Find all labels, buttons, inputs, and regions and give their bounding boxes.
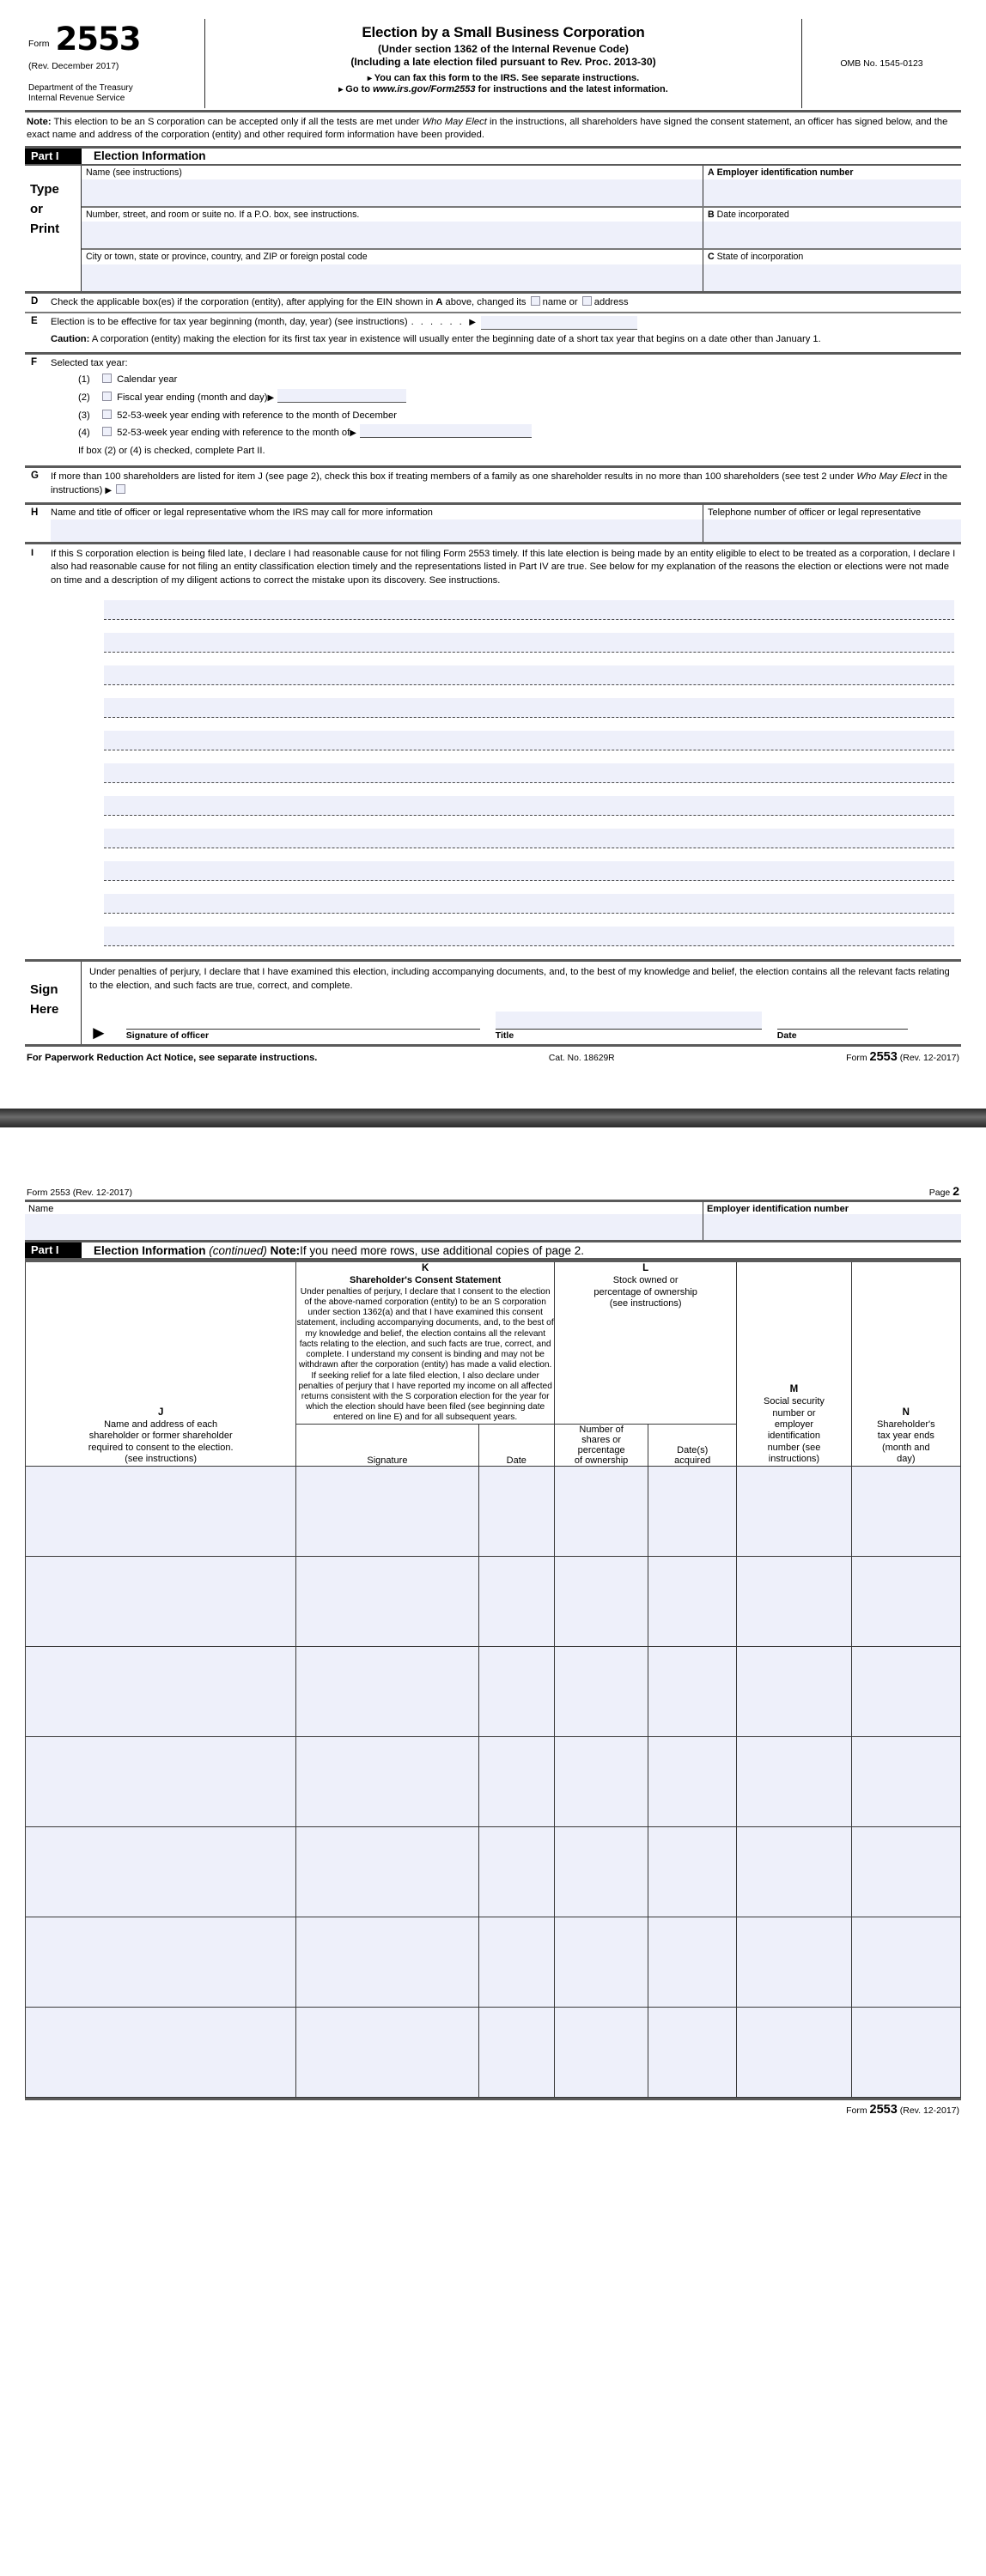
week-year-december-checkbox[interactable] (102, 410, 112, 419)
officer-phone-input[interactable] (703, 519, 961, 542)
column-l-dates-subheader (648, 1424, 737, 1466)
column-k-title: Shareholder's Consent Statement (350, 1275, 502, 1286)
table-row (26, 1917, 961, 2007)
page-2-part-title (82, 1242, 961, 1258)
shareholder-table-body (26, 1466, 961, 2097)
form-revision: (Rev. December 2017) (28, 60, 119, 71)
perjury-declaration: Under penalties of perjury, I declare that I have examined this election, including accompanying documents, and, to the best of my knowledge and belief, the election contains all the relevant facts relating to the election, and such facts are true, correct, and complete. (89, 967, 950, 991)
state-of-incorporation-input[interactable] (703, 264, 961, 291)
part-1-title: Election Information (94, 149, 206, 163)
week-year-other-checkbox[interactable] (102, 427, 112, 436)
agency-line-2: Internal Revenue Service (28, 94, 125, 104)
page-2-header (25, 1184, 961, 1200)
cell-m[interactable] (737, 2007, 851, 2097)
column-k-date-subheader: Date (478, 1424, 555, 1466)
address-row-city (82, 248, 961, 290)
item-d-letter: D (31, 295, 39, 307)
signature-field-group (126, 1012, 480, 1041)
signature-fields (89, 1012, 956, 1041)
page-number: 2 (953, 1184, 959, 1199)
cell-n[interactable] (851, 1556, 960, 1646)
page-2-part-note-text: If you need more rows, use additional copies of page 2. (300, 1243, 585, 1257)
item-e-body (51, 316, 961, 347)
cell-n[interactable] (851, 1466, 960, 1556)
cell-k-date[interactable] (478, 1556, 555, 1646)
part-1-header (25, 146, 961, 166)
ein-input[interactable] (703, 179, 961, 206)
state-of-incorporation-caption (703, 250, 961, 263)
cell-j[interactable] (26, 1736, 296, 1826)
street-caption: Number, street, and room or suite no. If a P.O. box, see instructions. (86, 210, 360, 221)
ein-label: Employer identification number (716, 167, 854, 178)
week-year-month-input[interactable] (360, 424, 532, 438)
address-row-street (82, 206, 961, 248)
state-label: State of incorporation (716, 252, 804, 263)
form-title: Election by a Small Business Corporation (362, 24, 645, 40)
item-e-text: Election is to be effective for tax year beginning (month, day, year) (see instructions) (51, 317, 408, 328)
officer-phone-caption: Telephone number of officer or legal representative (708, 507, 922, 518)
item-g-letter: G (31, 471, 39, 482)
option-3-number: (3) (78, 410, 90, 421)
right-triangle-icon: ▸ (367, 74, 372, 83)
cell-m[interactable] (737, 1736, 851, 1826)
right-triangle-icon: ▶ (105, 485, 113, 495)
page-2-name-caption: Name (28, 1204, 54, 1215)
cell-l-dates[interactable] (648, 1917, 737, 2007)
page-word: Page (928, 1188, 951, 1199)
agency-line-1: Department of the Treasury (28, 82, 133, 93)
column-j-line-3: required to consent to the election. (88, 1442, 234, 1453)
form-word-label: Form (28, 38, 50, 49)
right-triangle-icon: ▶ (469, 318, 476, 328)
city-cell (82, 250, 703, 290)
footer-form-number: 2553 (869, 1050, 898, 1065)
election-note (25, 112, 961, 146)
item-d-text-b: above, changed its (442, 296, 526, 307)
address-row-name (82, 166, 961, 206)
title-label: Title (495, 1030, 514, 1042)
cell-l-dates[interactable] (648, 1646, 737, 1736)
dates-line-2: acquired (674, 1455, 711, 1466)
signature-of-officer-label: Signature of officer (125, 1030, 210, 1042)
entity-address-block (25, 166, 961, 294)
column-n-line-2: tax year ends (877, 1431, 934, 1442)
name-input[interactable] (82, 179, 703, 206)
column-l-line-3: (see instructions) (609, 1298, 682, 1309)
explanation-line[interactable] (104, 796, 954, 816)
catalog-number: Cat. No. 18629R (548, 1054, 615, 1064)
date-incorporated-letter: B (708, 210, 715, 221)
column-j-line-2: shareholder or former shareholder (88, 1431, 233, 1442)
column-l-header (555, 1261, 737, 1424)
tax-year-option-4 (51, 424, 961, 442)
city-input[interactable] (82, 264, 703, 291)
type-or-print-line-1: Type (30, 181, 59, 197)
item-f-letter: F (31, 357, 38, 368)
item-f-heading: Selected tax year: (51, 358, 128, 369)
officer-phone-cell (703, 505, 961, 542)
page-2-footer-form-word: Form (846, 2105, 867, 2116)
masthead-left (25, 19, 205, 108)
cell-j[interactable] (26, 1556, 296, 1646)
shares-line-1: Number of (579, 1424, 624, 1435)
shareholder-consent-table (25, 1260, 961, 2097)
signature-date-label: Date (776, 1030, 797, 1042)
page-2-ein-cell (703, 1202, 961, 1240)
page-2-ein-caption: Employer identification number (707, 1204, 849, 1215)
item-f-footnote: If box (2) or (4) is checked, complete Part II. (78, 446, 265, 457)
fiscal-year-checkbox[interactable] (102, 392, 112, 401)
effective-date-input[interactable] (481, 316, 637, 330)
cell-k-signature[interactable] (296, 1826, 478, 1917)
cell-l-shares[interactable] (555, 1826, 648, 1917)
page-1 (25, 0, 961, 1064)
cell-l-shares[interactable] (555, 1736, 648, 1826)
cell-k-date[interactable] (478, 1646, 555, 1736)
cell-l-dates[interactable] (648, 1826, 737, 1917)
omb-number: OMB No. 1545-0123 (840, 58, 923, 69)
sign-here-line-1: Sign (30, 982, 58, 998)
cell-j[interactable] (26, 1917, 296, 2007)
item-g (25, 468, 961, 502)
masthead (25, 19, 961, 112)
title-input[interactable] (496, 1012, 762, 1030)
cell-j[interactable] (26, 1646, 296, 1736)
sign-here-line-2: Here (30, 1001, 59, 1017)
cell-k-signature[interactable] (296, 2007, 478, 2097)
city-caption: City or town, state or province, country, and ZIP or foreign postal code (86, 252, 368, 263)
page-1-footer (25, 1047, 961, 1064)
cell-m[interactable] (737, 1646, 851, 1736)
part-1-tag: Part I (25, 149, 82, 164)
state-letter: C (708, 252, 715, 263)
cell-n[interactable] (851, 1736, 960, 1826)
cell-k-date[interactable] (478, 2007, 555, 2097)
cell-l-shares[interactable] (555, 2007, 648, 2097)
name-changed-checkbox[interactable] (531, 296, 540, 306)
option-4-number: (4) (78, 428, 90, 439)
option-2-label: Fiscal year ending (month and day) (117, 392, 268, 403)
column-n-line-1: Shareholder's (877, 1419, 935, 1431)
explanation-line[interactable] (104, 633, 954, 653)
column-j-line-4: (see instructions) (125, 1454, 198, 1465)
cell-l-dates[interactable] (648, 1556, 737, 1646)
state-of-incorporation-cell (703, 250, 961, 290)
cell-j[interactable] (26, 1826, 296, 1917)
cell-n[interactable] (851, 1646, 960, 1736)
cell-k-signature[interactable] (296, 1466, 478, 1556)
shares-line-4: of ownership (574, 1455, 629, 1466)
cell-m[interactable] (737, 1466, 851, 1556)
column-l-shares-subheader (555, 1424, 648, 1466)
note-italic-phrase: Who May Elect (422, 116, 487, 127)
item-h (25, 502, 961, 544)
date-field-group (777, 1012, 908, 1041)
caution-label: Caution: (51, 334, 90, 345)
cell-j[interactable] (26, 1466, 296, 1556)
item-g-body (51, 471, 961, 498)
page-2-footer-revision: (Rev. 12-2017) (899, 2105, 959, 2116)
type-or-print-line-3: Print (30, 222, 60, 237)
column-k-header (296, 1261, 555, 1424)
cell-m[interactable] (737, 1826, 851, 1917)
column-m-line-4: identification (767, 1431, 821, 1442)
cell-l-dates[interactable] (648, 1736, 737, 1826)
table-row (26, 1826, 961, 1917)
explanation-line[interactable] (104, 763, 954, 783)
page-2-part-note-label: Note: (270, 1243, 301, 1257)
explanation-line[interactable] (104, 927, 954, 946)
column-k-signature-subheader: Signature (296, 1424, 478, 1466)
item-d-check-2-label: address (593, 296, 629, 307)
column-m-line-3: employer (774, 1419, 814, 1431)
cell-j[interactable] (26, 2007, 296, 2097)
type-or-print-label (25, 166, 82, 291)
column-k-letter: K (422, 1263, 429, 1274)
family-shareholder-checkbox[interactable] (116, 484, 125, 494)
shares-line-2: shares or (581, 1434, 622, 1445)
item-g-italic-phrase: Who May Elect (856, 471, 922, 483)
cell-k-date[interactable] (478, 1466, 555, 1556)
column-m-line-1: Social security (763, 1396, 825, 1407)
column-m-line-5: number (see (767, 1442, 821, 1453)
item-e-letter: E (31, 316, 38, 327)
note-label: Note: (27, 116, 52, 127)
date-incorporated-input[interactable] (703, 222, 961, 248)
item-d-body (51, 296, 961, 310)
irs-form-url[interactable]: www.irs.gov/Form2553 (373, 84, 476, 94)
cell-k-date[interactable] (478, 1736, 555, 1826)
item-f-body (51, 357, 961, 459)
issuing-agency (28, 83, 198, 105)
column-j-line-1: Name and address of each (104, 1419, 218, 1431)
late-election-explanation-lines (25, 588, 961, 946)
cell-k-signature[interactable] (296, 1917, 478, 2007)
item-i-text: If this S corporation election is being filed late, I declare I had reasonable cause for not filing Form 2553 timely. If this late election is being made by an entity eligible to elect to be treated as a corporation, I declare I also had reasonable cause for not filing an entity classification election timely and the representations listed in Part IV are true. See below for my explanation of the reasons the election or elections were not made on time and a description of my diligent actions to correct the mistake upon its discovery. See instructions. (51, 548, 956, 586)
cell-l-shares[interactable] (555, 1917, 648, 2007)
page-number-indicator (929, 1184, 959, 1198)
item-g-text-b: in the instructions) (51, 471, 948, 495)
goto-suffix: for instructions and the latest information. (478, 84, 668, 94)
ein-letter: A (708, 167, 715, 178)
signature-content (82, 962, 961, 1044)
item-d-bold-a: A (435, 296, 443, 307)
column-n-line-3: (month and (881, 1442, 930, 1453)
footer-form-revision: (Rev. 12-2017) (899, 1053, 959, 1064)
option-1-number: (1) (78, 374, 90, 386)
item-d-check-1-label: name or (542, 296, 578, 307)
cell-l-shares[interactable] (555, 1646, 648, 1736)
form-identifier (28, 21, 198, 58)
option-2-number: (2) (78, 392, 90, 403)
ein-caption (703, 166, 961, 179)
page-2-footer-form-number: 2553 (869, 2102, 898, 2117)
page-2-form-identifier: Form 2553 (Rev. 12-2017) (27, 1188, 132, 1199)
footer-form-identifier (846, 1050, 959, 1064)
item-e (25, 313, 961, 355)
address-fields (82, 166, 961, 291)
explanation-line[interactable] (104, 861, 954, 881)
page-2-ein-input[interactable] (703, 1214, 961, 1240)
option-3-label: 52-53-week year ending with reference to the month of December (117, 410, 397, 421)
cell-k-signature[interactable] (296, 1556, 478, 1646)
officer-name-cell (51, 505, 703, 542)
item-e-caution (51, 333, 961, 347)
street-input[interactable] (82, 222, 703, 248)
table-header-row-main (26, 1261, 961, 1424)
explanation-line[interactable] (104, 600, 954, 620)
name-cell (82, 166, 703, 206)
paperwork-reduction-notice: For Paperwork Reduction Act Notice, see separate instructions. (27, 1053, 318, 1064)
column-k-body: Under penalties of perjury, I declare that I consent to the election of the above-named corporation (entity) to be an S corporation under section 1362(a) and that I have examined this consent statement, including accompanying documents, and, to the best of my knowledge and belief, the election contains all the relevant facts relating to the election, and such facts are true, correct, and complete. I understand my consent is binding and may not be withdrawn after the corporation (entity) has made a valid election. If seeking relief for a late filed election, I also declare under penalties of perjury that I have reported my income on all affected returns consistent with the S corporation election for the year for which the election should have been filed (see beginning date entered on line E) and for all subsequent years. (296, 1286, 554, 1423)
title-field-group (496, 1012, 762, 1041)
tax-year-option-1 (51, 371, 961, 389)
cell-n[interactable] (851, 2007, 960, 2097)
fiscal-year-input[interactable] (277, 389, 406, 403)
signature-caret-icon: ► (89, 1021, 108, 1043)
masthead-center (205, 19, 802, 108)
cell-l-shares[interactable] (555, 1556, 648, 1646)
table-row (26, 1556, 961, 1646)
column-j-letter: J (157, 1407, 164, 1419)
column-n-letter: N (902, 1407, 910, 1419)
explanation-line[interactable] (104, 698, 954, 718)
item-i-letter: I (31, 547, 34, 558)
column-n-line-4: day) (897, 1454, 916, 1465)
right-triangle-icon: ▶ (267, 392, 275, 403)
explanation-line[interactable] (104, 731, 954, 750)
column-m-header (737, 1261, 851, 1466)
form-subtitle-2: (Including a late election filed pursuant to Rev. Proc. 2013-30) (350, 56, 656, 68)
page-2-part-title-continued: (continued) (209, 1243, 267, 1257)
page-2-part-title-text: Election Information (94, 1243, 206, 1257)
goto-prefix: Go to (345, 84, 370, 94)
footer-form-word: Form (846, 1053, 867, 1064)
page-2 (25, 1177, 961, 2116)
cell-k-date[interactable] (478, 1917, 555, 2007)
item-g-text-a: If more than 100 shareholders are listed for item J (see page 2), check this box if treating members of a family as one shareholder results in no more than 100 shareholders (see test 2 under (51, 471, 857, 483)
date-incorporated-caption (703, 208, 961, 221)
cell-m[interactable] (737, 1556, 851, 1646)
column-m-line-2: number or (772, 1407, 816, 1419)
explanation-line[interactable] (104, 829, 954, 848)
signature-date-input[interactable] (777, 1012, 908, 1030)
tax-year-option-3 (51, 407, 961, 425)
dates-line-1: Date(s) (677, 1444, 709, 1455)
right-triangle-icon: ▸ (338, 85, 344, 94)
page-2-part-1-header (25, 1242, 961, 1260)
address-changed-checkbox[interactable] (582, 296, 592, 306)
item-d-text-a: Check the applicable box(es) if the corporation (entity), after applying for the EIN shown in (51, 296, 436, 307)
cell-k-signature[interactable] (296, 1646, 478, 1736)
officer-name-caption: Name and title of officer or legal representative whom the IRS may call for more information (51, 507, 433, 518)
table-row (26, 1466, 961, 1556)
cell-l-dates[interactable] (648, 1466, 737, 1556)
explanation-line[interactable] (104, 894, 954, 914)
table-row (26, 1736, 961, 1826)
column-l-letter: L (642, 1263, 649, 1274)
form-number: 2553 (55, 21, 141, 58)
cell-k-signature[interactable] (296, 1736, 478, 1826)
explanation-line[interactable] (104, 665, 954, 685)
item-e-leader-dots: . . . . . . (411, 317, 465, 328)
street-cell (82, 208, 703, 248)
item-f (25, 355, 961, 468)
fax-instruction-text: You can fax this form to the IRS. See separate instructions. (374, 73, 640, 83)
date-incorporated-cell (703, 208, 961, 248)
shares-line-3: percentage (577, 1444, 625, 1455)
page-2-footer (25, 2100, 961, 2117)
column-l-line-2: percentage of ownership (593, 1286, 697, 1297)
column-n-header (851, 1261, 960, 1466)
fax-instruction (210, 73, 796, 83)
note-text-b: in the instructions, all shareholders have signed the consent statement, an officer has signed below, and the exact name and address of the corporation (entity) and other required form information have been provided. (27, 116, 948, 140)
page-separator (0, 1109, 986, 1127)
ein-cell (703, 166, 961, 206)
cell-n[interactable] (851, 1917, 960, 2007)
date-incorporated-label: Date incorporated (716, 210, 789, 221)
caution-text: A corporation (entity) making the election for its first tax year in existence will usually enter the beginning date of a short tax year that begins on a date other than January 1. (89, 334, 821, 345)
signature-of-officer-input[interactable] (126, 1012, 480, 1030)
option-4-label: 52-53-week year ending with reference to the month of (117, 428, 350, 439)
type-or-print-line-2: or (30, 202, 43, 217)
column-l-line-1: Stock owned or (612, 1275, 679, 1286)
page-2-name-cell (25, 1202, 703, 1240)
calendar-year-checkbox[interactable] (102, 374, 112, 383)
sign-here-label (25, 962, 82, 1044)
item-i (25, 544, 961, 589)
page-2-name-input[interactable] (25, 1214, 703, 1240)
signature-block (25, 959, 961, 1047)
table-row (26, 1646, 961, 1736)
page-2-part-tag: Part I (25, 1242, 82, 1258)
cell-k-date[interactable] (478, 1826, 555, 1917)
cell-l-shares[interactable] (555, 1466, 648, 1556)
option-1-label: Calendar year (117, 374, 178, 386)
officer-name-input[interactable] (51, 519, 703, 542)
column-j-header (26, 1261, 296, 1466)
item-d (25, 294, 961, 314)
table-row (26, 2007, 961, 2097)
right-triangle-icon: ▶ (350, 428, 356, 439)
cell-l-dates[interactable] (648, 2007, 737, 2097)
website-instruction (210, 84, 796, 94)
cell-n[interactable] (851, 1826, 960, 1917)
name-caption: Name (see instructions) (86, 167, 182, 178)
column-m-line-6: instructions) (768, 1454, 820, 1465)
column-m-letter: M (789, 1384, 799, 1395)
page-2-name-block (25, 1200, 961, 1242)
tax-year-option-2 (51, 389, 961, 407)
note-text-a: This election to be an S corporation can be accepted only if all the tests are met under (51, 116, 423, 127)
form-subtitle-1: (Under section 1362 of the Internal Revenue Code) (378, 43, 629, 55)
cell-m[interactable] (737, 1917, 851, 2007)
item-h-letter: H (31, 507, 39, 518)
item-e-line (51, 316, 961, 330)
